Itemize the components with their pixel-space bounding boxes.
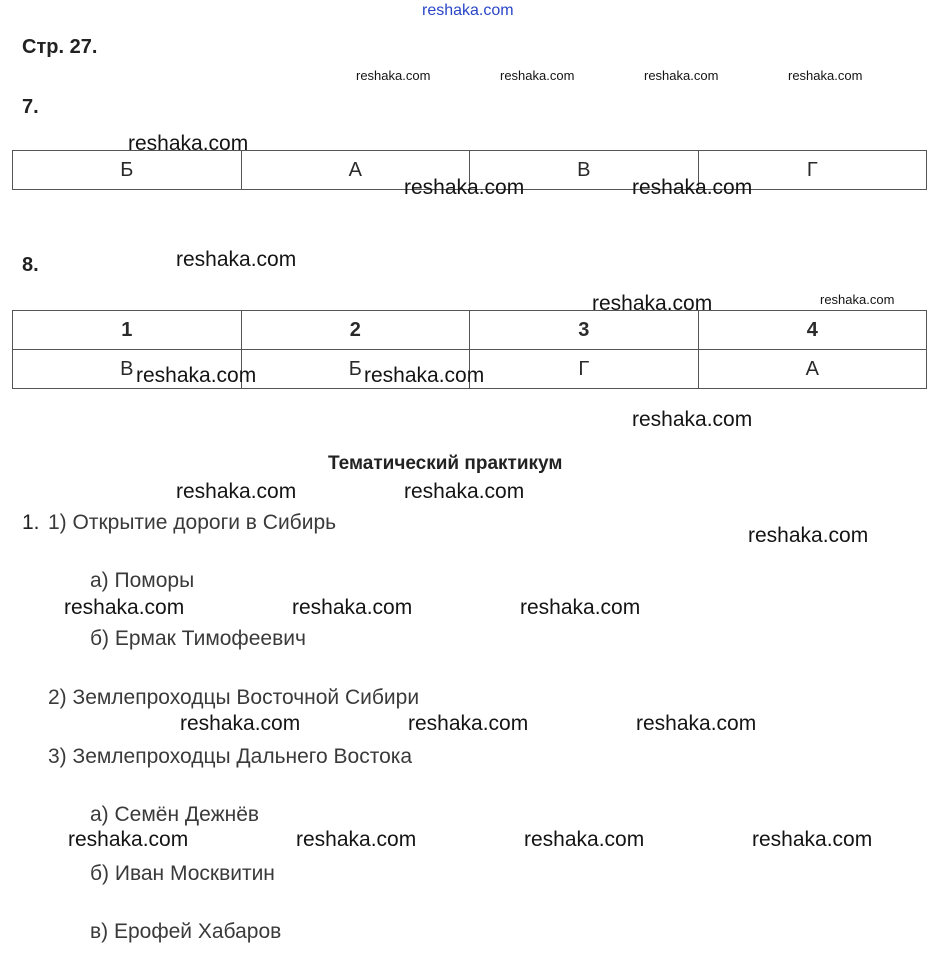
task-8-answer-4: А <box>698 350 927 389</box>
practicum-task-number: 1. <box>22 511 40 534</box>
watermark-top: reshaka.com <box>422 2 514 19</box>
watermark: reshaka.com <box>180 712 301 735</box>
practicum-item-1a: а) Поморы <box>90 569 195 592</box>
watermark: reshaka.com <box>748 524 869 547</box>
task-7-answer-1: Б <box>13 151 242 190</box>
practicum-item-2: 2) Землепроходцы Восточной Сибири <box>48 686 420 709</box>
task-7-answer-4: Г <box>698 151 927 190</box>
task-7-answer-3: В <box>470 151 699 190</box>
watermark: reshaka.com <box>520 596 641 619</box>
watermark: reshaka.com <box>592 292 713 315</box>
watermark: reshaka.com <box>136 364 257 387</box>
watermark: reshaka.com <box>636 712 757 735</box>
task-8-answer-3: Г <box>470 350 699 389</box>
task-8-header-3: 3 <box>470 311 699 350</box>
watermark: reshaka.com <box>404 480 525 503</box>
watermark: reshaka.com <box>292 596 413 619</box>
watermark: reshaka.com <box>820 292 895 307</box>
watermark: reshaka.com <box>404 176 525 199</box>
task-8-header-2: 2 <box>241 311 470 350</box>
table-header-row <box>13 311 927 350</box>
watermark: reshaka.com <box>356 68 431 83</box>
task-8-header-1: 1 <box>13 311 242 350</box>
watermark: reshaka.com <box>364 364 485 387</box>
practicum-item-1: 1) Открытие дороги в Сибирь <box>48 511 337 534</box>
task-7-number: 7. <box>22 96 39 118</box>
watermark: reshaka.com <box>788 68 863 83</box>
watermark: reshaka.com <box>64 596 185 619</box>
watermark: reshaka.com <box>644 68 719 83</box>
task-8-number: 8. <box>22 254 39 276</box>
watermark: reshaka.com <box>296 828 417 851</box>
watermark: reshaka.com <box>524 828 645 851</box>
watermark: reshaka.com <box>176 480 297 503</box>
watermark: reshaka.com <box>408 712 529 735</box>
page-number-heading: Стр. 27. <box>22 36 98 58</box>
practicum-item-1b: б) Ермак Тимофеевич <box>90 627 306 650</box>
watermark: reshaka.com <box>632 176 753 199</box>
task-8-header-4: 4 <box>698 311 927 350</box>
watermark: reshaka.com <box>68 828 189 851</box>
watermark: reshaka.com <box>176 248 297 271</box>
task-8-answer-1: В <box>13 350 242 389</box>
practicum-item-3: 3) Землепроходцы Дальнего Востока <box>48 745 413 768</box>
practicum-item-3c: в) Ерофей Хабаров <box>90 920 282 943</box>
watermark: reshaka.com <box>500 68 575 83</box>
watermark: reshaka.com <box>752 828 873 851</box>
watermark: reshaka.com <box>128 132 249 155</box>
practicum-item-3b: б) Иван Москвитин <box>90 862 275 885</box>
task-8-answer-2: Б <box>241 350 470 389</box>
watermark: reshaka.com <box>632 408 753 431</box>
section-title: Тематический практикум <box>328 453 563 474</box>
practicum-item-3a: а) Семён Дежнёв <box>90 803 260 826</box>
task-7-answer-2: А <box>241 151 470 190</box>
